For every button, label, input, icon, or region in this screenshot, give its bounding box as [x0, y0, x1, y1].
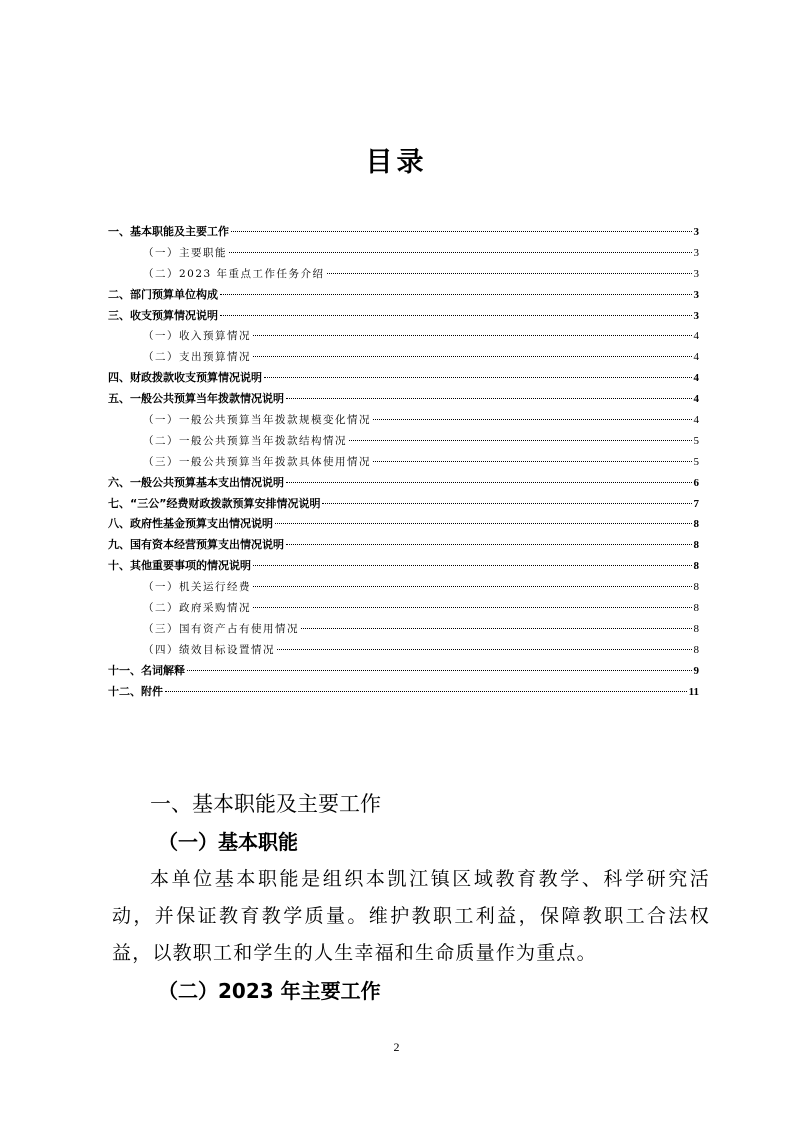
- toc-page-number: 4: [693, 414, 699, 427]
- toc-entry-text: （三）一般公共预算当年拨款具体使用情况: [143, 455, 371, 468]
- toc-entry-text: 一、基本职能及主要工作: [108, 225, 229, 238]
- toc-page-number: 11: [688, 685, 699, 698]
- toc-entry-text: （二）2023 年重点工作任务介绍: [143, 267, 325, 280]
- toc-entry[interactable]: [108, 306, 699, 327]
- toc-page-number: 8: [693, 560, 699, 573]
- toc-entry[interactable]: [108, 473, 699, 494]
- toc-page-number: 3: [693, 288, 699, 301]
- toc-leader-dots: [253, 565, 692, 566]
- toc-page-number: 5: [693, 455, 699, 468]
- toc-entry-text: 九、国有资本经营预算支出情况说明: [108, 538, 284, 552]
- toc-page-number: 8: [693, 581, 699, 594]
- toc-page-number: 3: [693, 267, 699, 280]
- toc-page-number: 9: [693, 664, 699, 677]
- toc-page-number: 5: [693, 434, 699, 447]
- toc-entry-text: （二）支出预算情况: [143, 351, 251, 364]
- toc-leader-dots: [286, 544, 692, 545]
- toc-entry-text: 二、部门预算单位构成: [108, 287, 218, 301]
- toc-entry-text: 八、政府性基金预算支出情况说明: [108, 517, 273, 531]
- toc-entry-text: 六、一般公共预算基本支出情况说明: [108, 475, 284, 489]
- toc-subentry[interactable]: [108, 431, 699, 452]
- toc-page-number: 4: [693, 372, 699, 385]
- toc-page-number: 4: [693, 330, 699, 343]
- toc-leader-dots: [253, 335, 692, 336]
- toc-leader-dots: [253, 356, 692, 357]
- toc-subentry[interactable]: [108, 264, 699, 285]
- toc-entry-text: 三、收支预算情况说明: [108, 308, 218, 322]
- toc-entry[interactable]: [108, 535, 699, 556]
- toc-entry-text: （二）一般公共预算当年拨款结构情况: [143, 434, 347, 447]
- toc-page-number: 8: [693, 622, 699, 635]
- toc-leader-dots: [220, 315, 692, 316]
- toc-entry[interactable]: [108, 661, 699, 682]
- toc-entry[interactable]: [108, 494, 699, 515]
- toc-subentry[interactable]: [108, 243, 699, 264]
- toc-subentry[interactable]: [108, 598, 699, 619]
- toc-entry-text: （四）绩效目标设置情况: [143, 643, 275, 656]
- toc-entry-text: 十二、附件: [108, 684, 163, 698]
- toc-entry[interactable]: [108, 368, 699, 389]
- toc-page-number: 4: [693, 393, 699, 406]
- toc-leader-dots: [286, 398, 692, 399]
- toc-leader-dots: [220, 294, 692, 295]
- toc-leader-dots: [373, 461, 692, 462]
- toc-page-number: 8: [693, 539, 699, 552]
- toc-subentry[interactable]: [108, 410, 699, 431]
- toc-leader-dots: [187, 670, 692, 671]
- toc-page-number: 3: [693, 226, 699, 238]
- toc-entry-text: （一）机关运行经费: [143, 581, 251, 594]
- toc-entry-text: （一）收入预算情况: [143, 330, 251, 343]
- toc-subentry[interactable]: [108, 326, 699, 347]
- toc-entry[interactable]: [108, 285, 699, 306]
- toc-entry-text: 四、财政拨款收支预算情况说明: [108, 371, 262, 385]
- toc-entry-text: （一）主要职能: [143, 246, 227, 259]
- toc-leader-dots: [253, 607, 692, 608]
- toc-leader-dots: [231, 231, 692, 232]
- toc-page-number: 4: [693, 351, 699, 364]
- toc-leader-dots: [373, 419, 692, 420]
- toc-page-number: 8: [693, 518, 699, 531]
- toc-subentry[interactable]: [108, 577, 699, 598]
- toc-leader-dots: [253, 586, 692, 587]
- toc-page-number: 7: [693, 497, 699, 510]
- toc-entry[interactable]: [108, 682, 699, 703]
- table-of-contents: [108, 222, 699, 702]
- toc-entry-text: （二）政府采购情况: [143, 602, 251, 615]
- toc-page-number: 3: [693, 246, 699, 259]
- toc-entry-text: 五、一般公共预算当年拨款情况说明: [108, 392, 284, 406]
- toc-leader-dots: [349, 440, 692, 441]
- toc-page-number: 3: [693, 309, 699, 322]
- toc-leader-dots: [275, 523, 692, 524]
- toc-page-number: 8: [693, 602, 699, 615]
- section-heading: 一、基本职能及主要工作: [150, 792, 381, 816]
- toc-leader-dots: [322, 503, 691, 504]
- toc-subentry[interactable]: [108, 619, 699, 640]
- toc-leader-dots: [301, 628, 692, 629]
- toc-subentry[interactable]: [108, 640, 699, 661]
- toc-entry-text: 七、“三公”经费财政拨款预算安排情况说明: [108, 496, 321, 510]
- toc-entry[interactable]: [108, 514, 699, 535]
- toc-page-number: 8: [693, 643, 699, 656]
- toc-leader-dots: [277, 649, 692, 650]
- toc-leader-dots: [165, 691, 687, 692]
- toc-entry-text: （一）一般公共预算当年拨款规模变化情况: [143, 414, 371, 427]
- page-number: 2: [393, 1040, 400, 1054]
- subsection-heading: （一）基本职能: [158, 830, 298, 854]
- toc-page-number: 6: [693, 476, 699, 489]
- toc-leader-dots: [286, 482, 692, 483]
- toc-entry[interactable]: [108, 222, 699, 243]
- body-section: [112, 785, 710, 1010]
- toc-leader-dots: [264, 377, 692, 378]
- toc-subentry[interactable]: [108, 347, 699, 368]
- toc-leader-dots: [229, 252, 692, 253]
- subsection-heading: （二）2023 年主要工作: [158, 979, 381, 1003]
- toc-entry[interactable]: [108, 389, 699, 410]
- toc-entry-text: 十一、名词解释: [108, 663, 185, 677]
- body-paragraph: 本单位基本职能是组织本凯江镇区域教育教学、科学研究活动，并保证教育教学质量。维护教职工利益，保障教职工合法权益，以教职工和学生的人生幸福和生命质量作为重点。: [112, 868, 710, 964]
- toc-title: 目录: [365, 147, 428, 178]
- toc-entry[interactable]: [108, 556, 699, 577]
- toc-subentry[interactable]: [108, 452, 699, 473]
- toc-leader-dots: [327, 273, 692, 274]
- toc-entry-text: 十、其他重要事项的情况说明: [108, 559, 251, 573]
- toc-entry-text: （三）国有资产占有使用情况: [143, 622, 299, 635]
